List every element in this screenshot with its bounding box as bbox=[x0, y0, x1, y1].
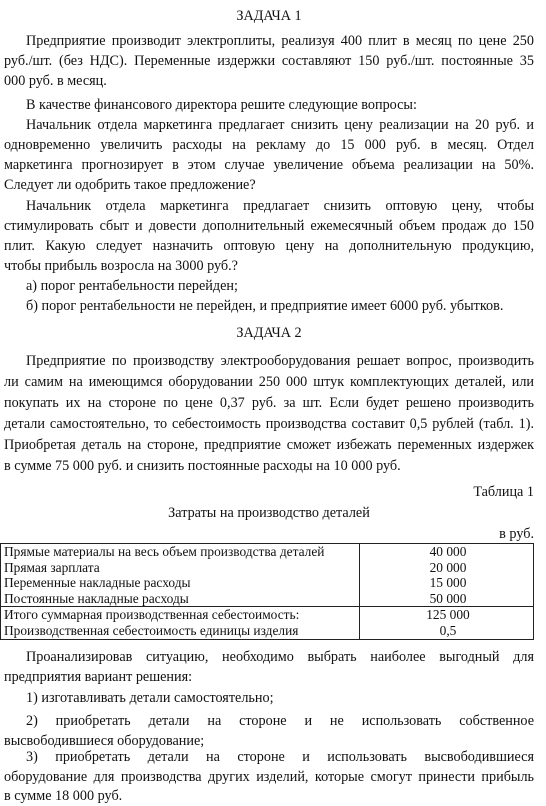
task1-heading: ЗАДАЧА 1 bbox=[236, 8, 302, 24]
task1-p4-line3: плит. Какую следует назначить оптовую цену на дополнительную продукцию, bbox=[4, 238, 534, 254]
table-number: Таблица 1 bbox=[473, 484, 534, 500]
row-value: 40 000 bbox=[360, 544, 534, 560]
row-value: 125 000 bbox=[360, 607, 534, 623]
task2-p1-line6: в сумме 75 000 руб. и снизить постоянные расходы на 10 000 руб. bbox=[4, 458, 401, 474]
task1-p1-line1: Предприятие производит электроплиты, реализуя 400 плит в месяц по цене 250 bbox=[26, 33, 534, 49]
table-row-total bbox=[1, 607, 534, 623]
row-label: Итого суммарная производственная себестоимость: bbox=[1, 607, 360, 623]
task1-item-b: б) порог рентабельности не перейден, и предприятие имеет 6000 руб. убытков. bbox=[26, 298, 504, 314]
task2-p2-line2: предприятия вариант решения: bbox=[4, 669, 193, 685]
row-label: Прямая зарплата bbox=[1, 560, 360, 576]
row-label: Постоянные накладные расходы bbox=[1, 591, 360, 607]
task1-p4-line2: стимулировать сбыт и довести дополнительный ежемесячный объем продаж до 150 bbox=[4, 218, 534, 234]
task2-p2-line1: Проанализировав ситуацию, необходимо выбрать наиболее выгодный для bbox=[26, 649, 534, 665]
option-2-line2: высвободившиеся оборудование; bbox=[4, 733, 205, 749]
table-row bbox=[1, 591, 534, 607]
row-label: Прямые материалы на весь объем производства деталей bbox=[1, 544, 360, 560]
task1-p3-line3: маркетинга прогнозирует в этом случае увеличение объема реализации на 50%. bbox=[4, 157, 534, 173]
task1-p3-line4: Следует ли одобрить такое предложение? bbox=[4, 177, 256, 193]
row-value: 15 000 bbox=[360, 575, 534, 591]
table-unit: в руб. bbox=[499, 526, 534, 542]
option-3-line3: в сумме 18 000 руб. bbox=[4, 788, 123, 804]
task1-p4-line1: Начальник отдела маркетинга предлагает снизить оптовую цену, чтобы bbox=[26, 198, 534, 214]
table-row bbox=[1, 575, 534, 591]
cost-table bbox=[0, 543, 534, 640]
task1-p4-line4: чтобы прибыль возросла на 3000 руб.? bbox=[4, 258, 238, 274]
task2-p1-line4: детали самостоятельно, то себестоимость производства составит 0,5 рублей (табл. 1). bbox=[4, 416, 534, 432]
row-label: Производственная себестоимость единицы изделия bbox=[1, 623, 360, 639]
table-row-unit-cost bbox=[1, 623, 534, 639]
task1-p3-line2: одновременно увеличить расходы на рекламу до 15 000 руб. в месяц. Отдел bbox=[4, 137, 534, 153]
task2-p1-line5: Приобретая деталь на стороне, предприятие сможет избежать переменных издержек bbox=[4, 437, 534, 453]
task1-item-a: а) порог рентабельности перейден; bbox=[26, 278, 238, 294]
option-3-line1: 3) приобретать детали на стороне и использовать высвободившиеся bbox=[26, 749, 534, 765]
row-value: 50 000 bbox=[360, 591, 534, 607]
option-2-line1: 2) приобретать детали на стороне и не использовать собственное bbox=[26, 713, 534, 729]
row-value: 0,5 bbox=[360, 623, 534, 639]
task2-heading: ЗАДАЧА 2 bbox=[236, 325, 302, 341]
table-row bbox=[1, 544, 534, 560]
task1-p3-line1: Начальник отдела маркетинга предлагает снизить цену реализации на 20 руб. и bbox=[26, 117, 534, 133]
task1-p2: В качестве финансового директора решите следующие вопросы: bbox=[26, 97, 417, 113]
task1-p1-line3: 000 руб. в месяц. bbox=[4, 73, 107, 89]
row-value: 20 000 bbox=[360, 560, 534, 576]
task2-p1-line2: ли самим на имеющимся оборудовании 250 000 штук комплектующих деталей, или bbox=[4, 374, 534, 390]
table-row bbox=[1, 560, 534, 576]
task1-p1-line2: руб./шт. (без НДС). Переменные издержки составляют 150 руб./шт. постоянные 35 bbox=[4, 53, 534, 69]
task2-p1-line3: покупать их на стороне по цене 0,37 руб. за шт. Если будет решено производить bbox=[4, 395, 534, 411]
task2-p1-line1: Предприятие по производству электрооборудования решает вопрос, производить bbox=[26, 353, 534, 369]
table-title: Затраты на производство деталей bbox=[168, 505, 370, 521]
row-label: Переменные накладные расходы bbox=[1, 575, 360, 591]
option-3-line2: оборудование для производства других изделий, которые смогут принести прибыль bbox=[4, 769, 534, 785]
option-1: 1) изготавливать детали самостоятельно; bbox=[26, 690, 274, 706]
